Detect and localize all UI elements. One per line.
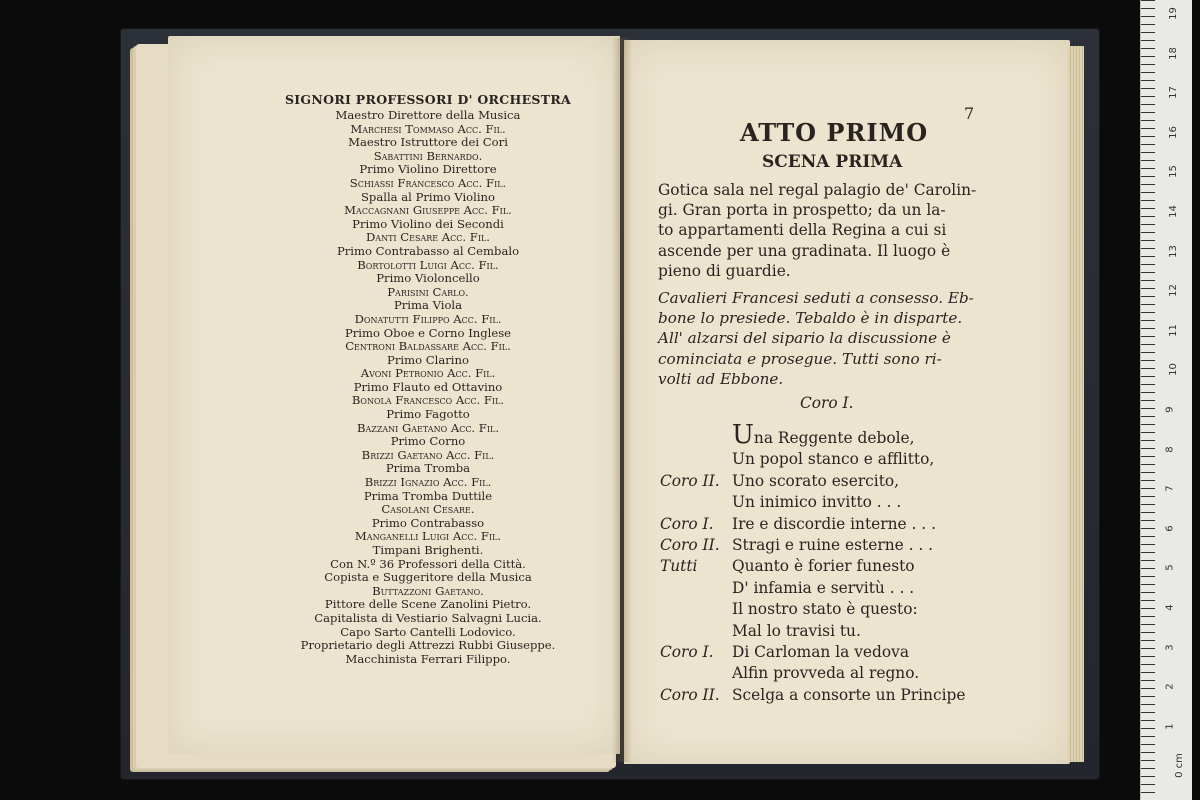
orchestra-line: Maestro Direttore della Musica	[335, 108, 521, 122]
orchestra-line: Buttazzoni Gaetano.	[372, 583, 484, 598]
verse-speaker: Coro I.	[660, 514, 714, 533]
description-line: pieno di guardie.	[658, 261, 791, 280]
orchestra-line: Maestro Istruttore dei Cori	[348, 135, 508, 150]
verse-rows	[660, 449, 1000, 706]
verse-line	[660, 621, 1000, 642]
orchestra-line: Primo Contrabasso al Cembalo	[336, 243, 520, 258]
verse-speaker: Tutti	[660, 557, 698, 576]
verse-text: Il nostro stato è questo:	[732, 600, 918, 619]
orchestra-line: Copista e Suggeritore della Musica	[324, 570, 532, 585]
orchestra-line: Bazzani Gaetano Acc. Fil.	[356, 420, 500, 435]
orchestra-line: Primo Oboe e Corno Inglese	[344, 325, 512, 340]
verse-line	[660, 685, 1000, 706]
stage-line: volti ad Ebbone.	[658, 369, 784, 388]
ruler-label: 11	[1167, 323, 1179, 337]
verse-text: Uno scorato esercito,	[732, 471, 900, 490]
orchestra-line: Capo Sarto Cantelli Lodovico.	[340, 624, 516, 639]
orchestra-line: Manganelli Luigi Acc. Fil.	[354, 529, 502, 544]
verse-line	[660, 578, 1000, 599]
verse-speaker: Coro II.	[660, 471, 720, 490]
chorus-heading: Coro I.	[800, 394, 854, 412]
drop-cap: U	[732, 420, 754, 450]
ruler-label: 1	[1164, 723, 1176, 730]
orchestra-line: Pittore delle Scene Zanolini Pietro.	[324, 597, 532, 612]
orchestra-line: Primo Violoncello	[376, 271, 480, 286]
stage-line: Cavalieri Francesi seduti a consesso. Eb-	[658, 289, 974, 307]
orchestra-line: Capitalista di Vestiario Salvagni Lucia.	[314, 610, 542, 625]
ruler-label: 4	[1164, 604, 1176, 611]
stage-line: cominciata e prosegue. Tutti sono ri-	[658, 349, 942, 368]
verse-speaker	[660, 621, 732, 642]
verse-speaker	[660, 426, 732, 449]
orchestra-line: Schiassi Francesco Acc. Fil.	[349, 175, 507, 190]
ruler-label: 3	[1164, 643, 1176, 651]
verse-text: Un inimico invitto . . .	[732, 493, 902, 512]
orchestra-line: Con N.º 36 Professori della Città.	[330, 556, 526, 571]
ruler-label: 6	[1164, 525, 1176, 532]
act-title: ATTO PRIMO	[740, 118, 929, 147]
ruler-label: 19	[1167, 7, 1179, 20]
verse-speaker	[660, 492, 732, 513]
verse-speaker: Coro I.	[660, 643, 714, 662]
orchestra-list	[278, 92, 578, 666]
orchestra-line: Primo Fagotto	[386, 407, 470, 422]
ruler-label: 18	[1167, 46, 1179, 60]
verse-line	[660, 535, 1000, 556]
verse-text: Scelga a consorte un Principe	[732, 685, 966, 704]
orchestra-line: Prima Tromba Duttile	[363, 488, 493, 503]
stage-direction	[658, 288, 1004, 389]
orchestra-line: Avoni Petronio Acc. Fil.	[360, 366, 496, 381]
verse-text: Mal lo travisi tu.	[732, 621, 861, 640]
verse-block	[660, 420, 1000, 706]
ruler-label: 16	[1167, 125, 1179, 139]
verse-text: Ire e discordie interne . . .	[732, 514, 936, 533]
orchestra-line: Timpani Brighenti.	[372, 543, 484, 557]
orchestra-line: Marchesi Tommaso Acc. Fil.	[350, 121, 506, 136]
verse-line	[660, 556, 1000, 577]
orchestra-heading: SIGNORI PROFESSORI D' ORCHESTRA	[284, 92, 572, 107]
orchestra-line: Primo Contrabasso	[371, 515, 485, 530]
orchestra-line: Danti Cesare Acc. Fil.	[366, 230, 490, 245]
ruler-label: 13	[1167, 244, 1179, 258]
book-gutter	[612, 38, 632, 762]
measurement-ruler	[1140, 0, 1192, 800]
orchestra-line: Parisini Carlo.	[387, 284, 469, 299]
orchestra-line: Primo Flauto ed Ottavino	[353, 379, 503, 394]
stage-line: All' alzarsi del sipario la discussione è	[658, 329, 951, 348]
ruler-label: 17	[1167, 86, 1179, 100]
verse-line	[660, 663, 1000, 684]
ruler-ticks	[1141, 0, 1155, 800]
orchestra-line: Sabattini Bernardo.	[373, 148, 483, 163]
ruler-label: 15	[1167, 165, 1179, 179]
verse-speaker	[660, 599, 732, 620]
orchestra-line: Prima Viola	[393, 298, 463, 313]
orchestra-line: Donatutti Filippo Acc. Fil.	[354, 311, 502, 326]
orchestra-line: Casolani Cesare.	[381, 502, 475, 517]
description-line: Gotica sala nel regal palagio de' Carolin-	[658, 181, 977, 199]
verse-text: Un popol stanco e afflitto,	[732, 450, 935, 469]
orchestra-line: Proprietario degli Attrezzi Rubbi Giuseppe.	[300, 638, 556, 653]
orchestra-line: Maccagnani Giuseppe Acc. Fil.	[344, 203, 512, 218]
description-line: to appartamenti della Regina a cui si	[658, 221, 947, 240]
orchestra-line: Primo Corno	[390, 434, 466, 449]
ruler-label: 12	[1167, 284, 1179, 298]
orchestra-line: Prima Tromba	[385, 461, 471, 476]
orchestra-line: Primo Clarino	[387, 352, 469, 367]
ruler-label: 7	[1164, 485, 1176, 492]
verse-line	[660, 420, 1000, 450]
verse-line	[660, 471, 1000, 492]
scene-title: SCENA PRIMA	[762, 152, 903, 172]
verse-text: Di Carloman la vedova	[732, 643, 910, 662]
orchestra-lines	[278, 109, 578, 666]
orchestra-line: Centroni Baldassare Acc. Fil.	[345, 339, 511, 354]
verse-speaker	[660, 663, 732, 684]
orchestra-line: Bonola Francesco Acc. Fil.	[351, 393, 505, 408]
verse-speaker	[660, 578, 732, 599]
orchestra-line: Bortolotti Luigi Acc. Fil.	[357, 257, 499, 272]
verse-text: Alfin provveda al regno.	[732, 664, 920, 683]
stage-line: bone lo presiede. Tebaldo è in disparte.	[658, 309, 963, 328]
verse-first-rest: na Reggente debole,	[753, 429, 915, 447]
ruler-label: 14	[1167, 205, 1179, 218]
orchestra-line: Brizzi Ignazio Acc. Fil.	[364, 475, 492, 490]
verse-text: D' infamia e servitù . . .	[732, 578, 915, 597]
ruler-label: 10	[1167, 363, 1179, 377]
ruler-label: 2	[1164, 683, 1176, 690]
orchestra-line: Macchinista Ferrari Filippo.	[345, 651, 511, 666]
verse-text: Stragi e ruine esterne . . .	[732, 536, 934, 555]
orchestra-line: Spalla al Primo Violino	[360, 189, 496, 204]
page-number: 7	[964, 104, 975, 123]
orchestra-line: Primo Violino Direttore	[359, 162, 497, 177]
verse-line	[660, 599, 1000, 620]
description-line: gi. Gran porta in prospetto; da un la-	[658, 201, 946, 220]
verse-speaker: Coro II.	[660, 536, 720, 555]
description-line: ascende per una gradinata. Il luogo è	[658, 241, 951, 260]
verse-speaker: Coro II.	[660, 685, 720, 704]
ruler-label: 5	[1164, 564, 1176, 572]
ruler-label: 9	[1164, 406, 1176, 413]
verse-line	[660, 449, 1000, 470]
verse-line	[660, 492, 1000, 513]
verse-line	[660, 514, 1000, 535]
orchestra-line: Primo Violino dei Secondi	[352, 216, 504, 231]
verse-text	[732, 420, 915, 450]
verse-speaker	[660, 449, 732, 470]
right-page-edges	[1068, 46, 1084, 762]
verse-line	[660, 642, 1000, 663]
ruler-label: 8	[1164, 445, 1176, 453]
ruler-label: 0 cm	[1173, 753, 1185, 779]
orchestra-line: Brizzi Gaetano Acc. Fil.	[361, 447, 495, 462]
scene-description	[658, 180, 1004, 281]
verse-text: Quanto è forier funesto	[732, 557, 915, 576]
